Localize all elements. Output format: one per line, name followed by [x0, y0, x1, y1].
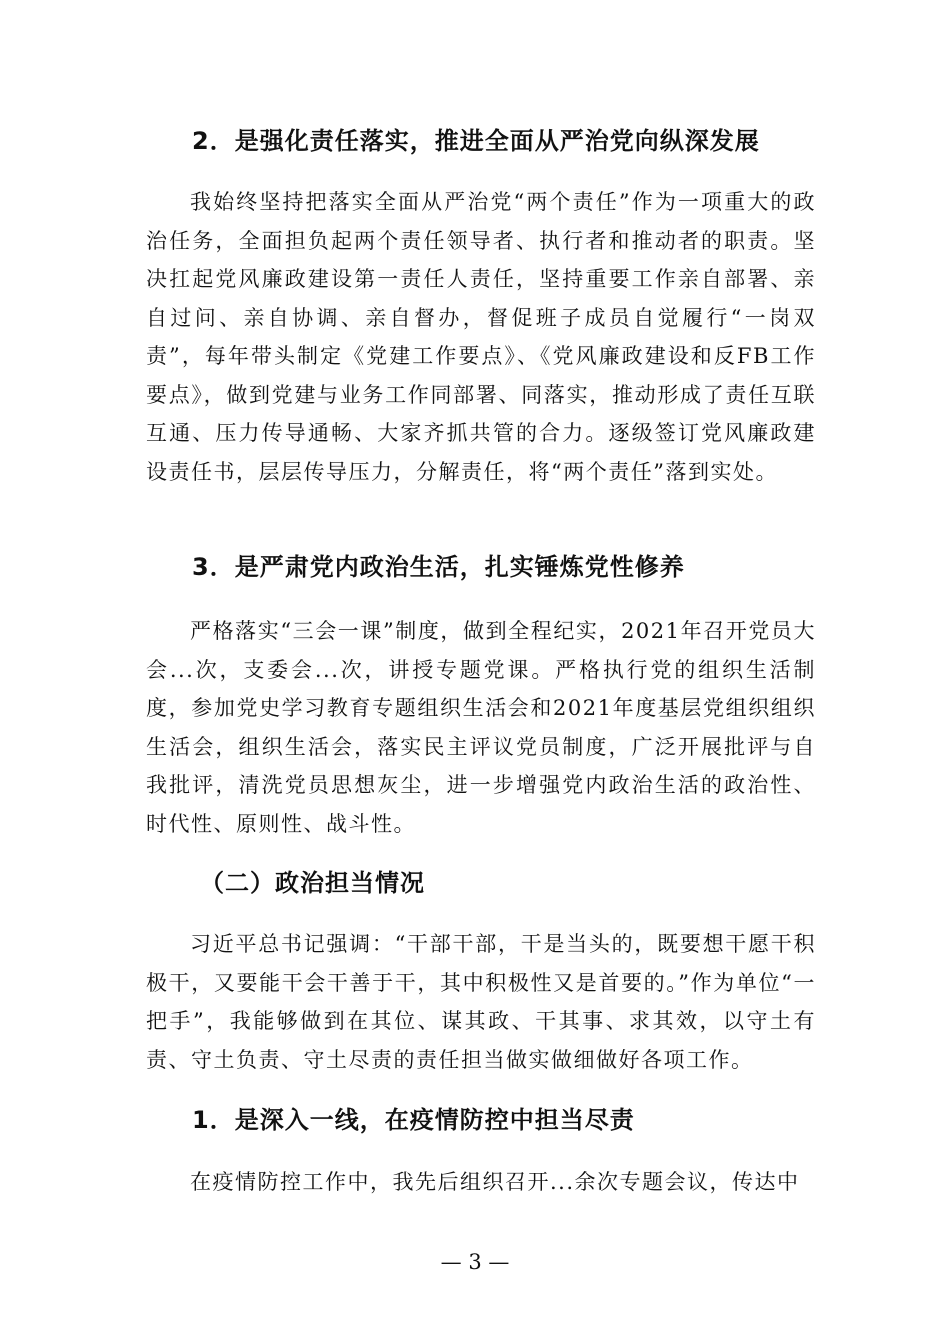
section-heading-epidemic: 1．是深入一线，在疫情防控中担当尽责	[192, 1106, 635, 1134]
page-number: — 3 —	[440, 1250, 510, 1274]
paragraph-epidemic: 在疫情防控工作中，我先后组织召开...余次专题会议，传达中	[190, 1170, 800, 1194]
section-heading-responsibility: 2．是强化责任落实，推进全面从严治党向纵深发展	[192, 127, 760, 155]
paragraph-political-commitment: 习近平总书记强调：“干部干部，干是当头的，既要想干愿干积极干，又要能干会干善于干，其中积极性又是首要的。”作为单位“一把手”，我能够做到在其位、谋其政、干其事、求其效，以守土有责、守土负责、守土尽责的责任担当做实做细做好各项工作。	[146, 932, 816, 1072]
paragraph-responsibility: 我始终坚持把落实全面从严治党“两个责任”作为一项重大的政治任务，全面担负起两个责任领导者、执行者和推动者的职责。坚决扛起党风廉政建设第一责任人责任，坚持重要工作亲自部署、亲自过问、亲自协调、亲自督办，督促班子成员自觉履行“一岗双责”，每年带头制定《党建工作要点》、《党风廉政建设和反FB工作要点》，做到党建与业务工作同部署、同落实，推动形成了责任互联互通、压力传导通畅、大家齐抓共管的合力。逐级签订党风廉政建设责任书，层层传导压力，分解责任，将“两个责任”落到实处。	[146, 190, 816, 484]
section-heading-political-commitment: （二）政治担当情况	[200, 869, 425, 897]
paragraph-political-life: 严格落实“三会一课”制度，做到全程纪实，2021年召开党员大会...次，支委会...次，讲授专题党课。严格执行党的组织生活制度，参加党史学习教育专题组织生活会和2021年度基层党组织组织生活会，组织生活会，落实民主评议党员制度，广泛开展批评与自我批评，清洗党员思想灰尘，进一步增强党内政治生活的政治性、时代性、原则性、战斗性。	[146, 619, 816, 836]
section-heading-political-life: 3．是严肃党内政治生活，扎实锤炼党性修养	[192, 553, 685, 581]
